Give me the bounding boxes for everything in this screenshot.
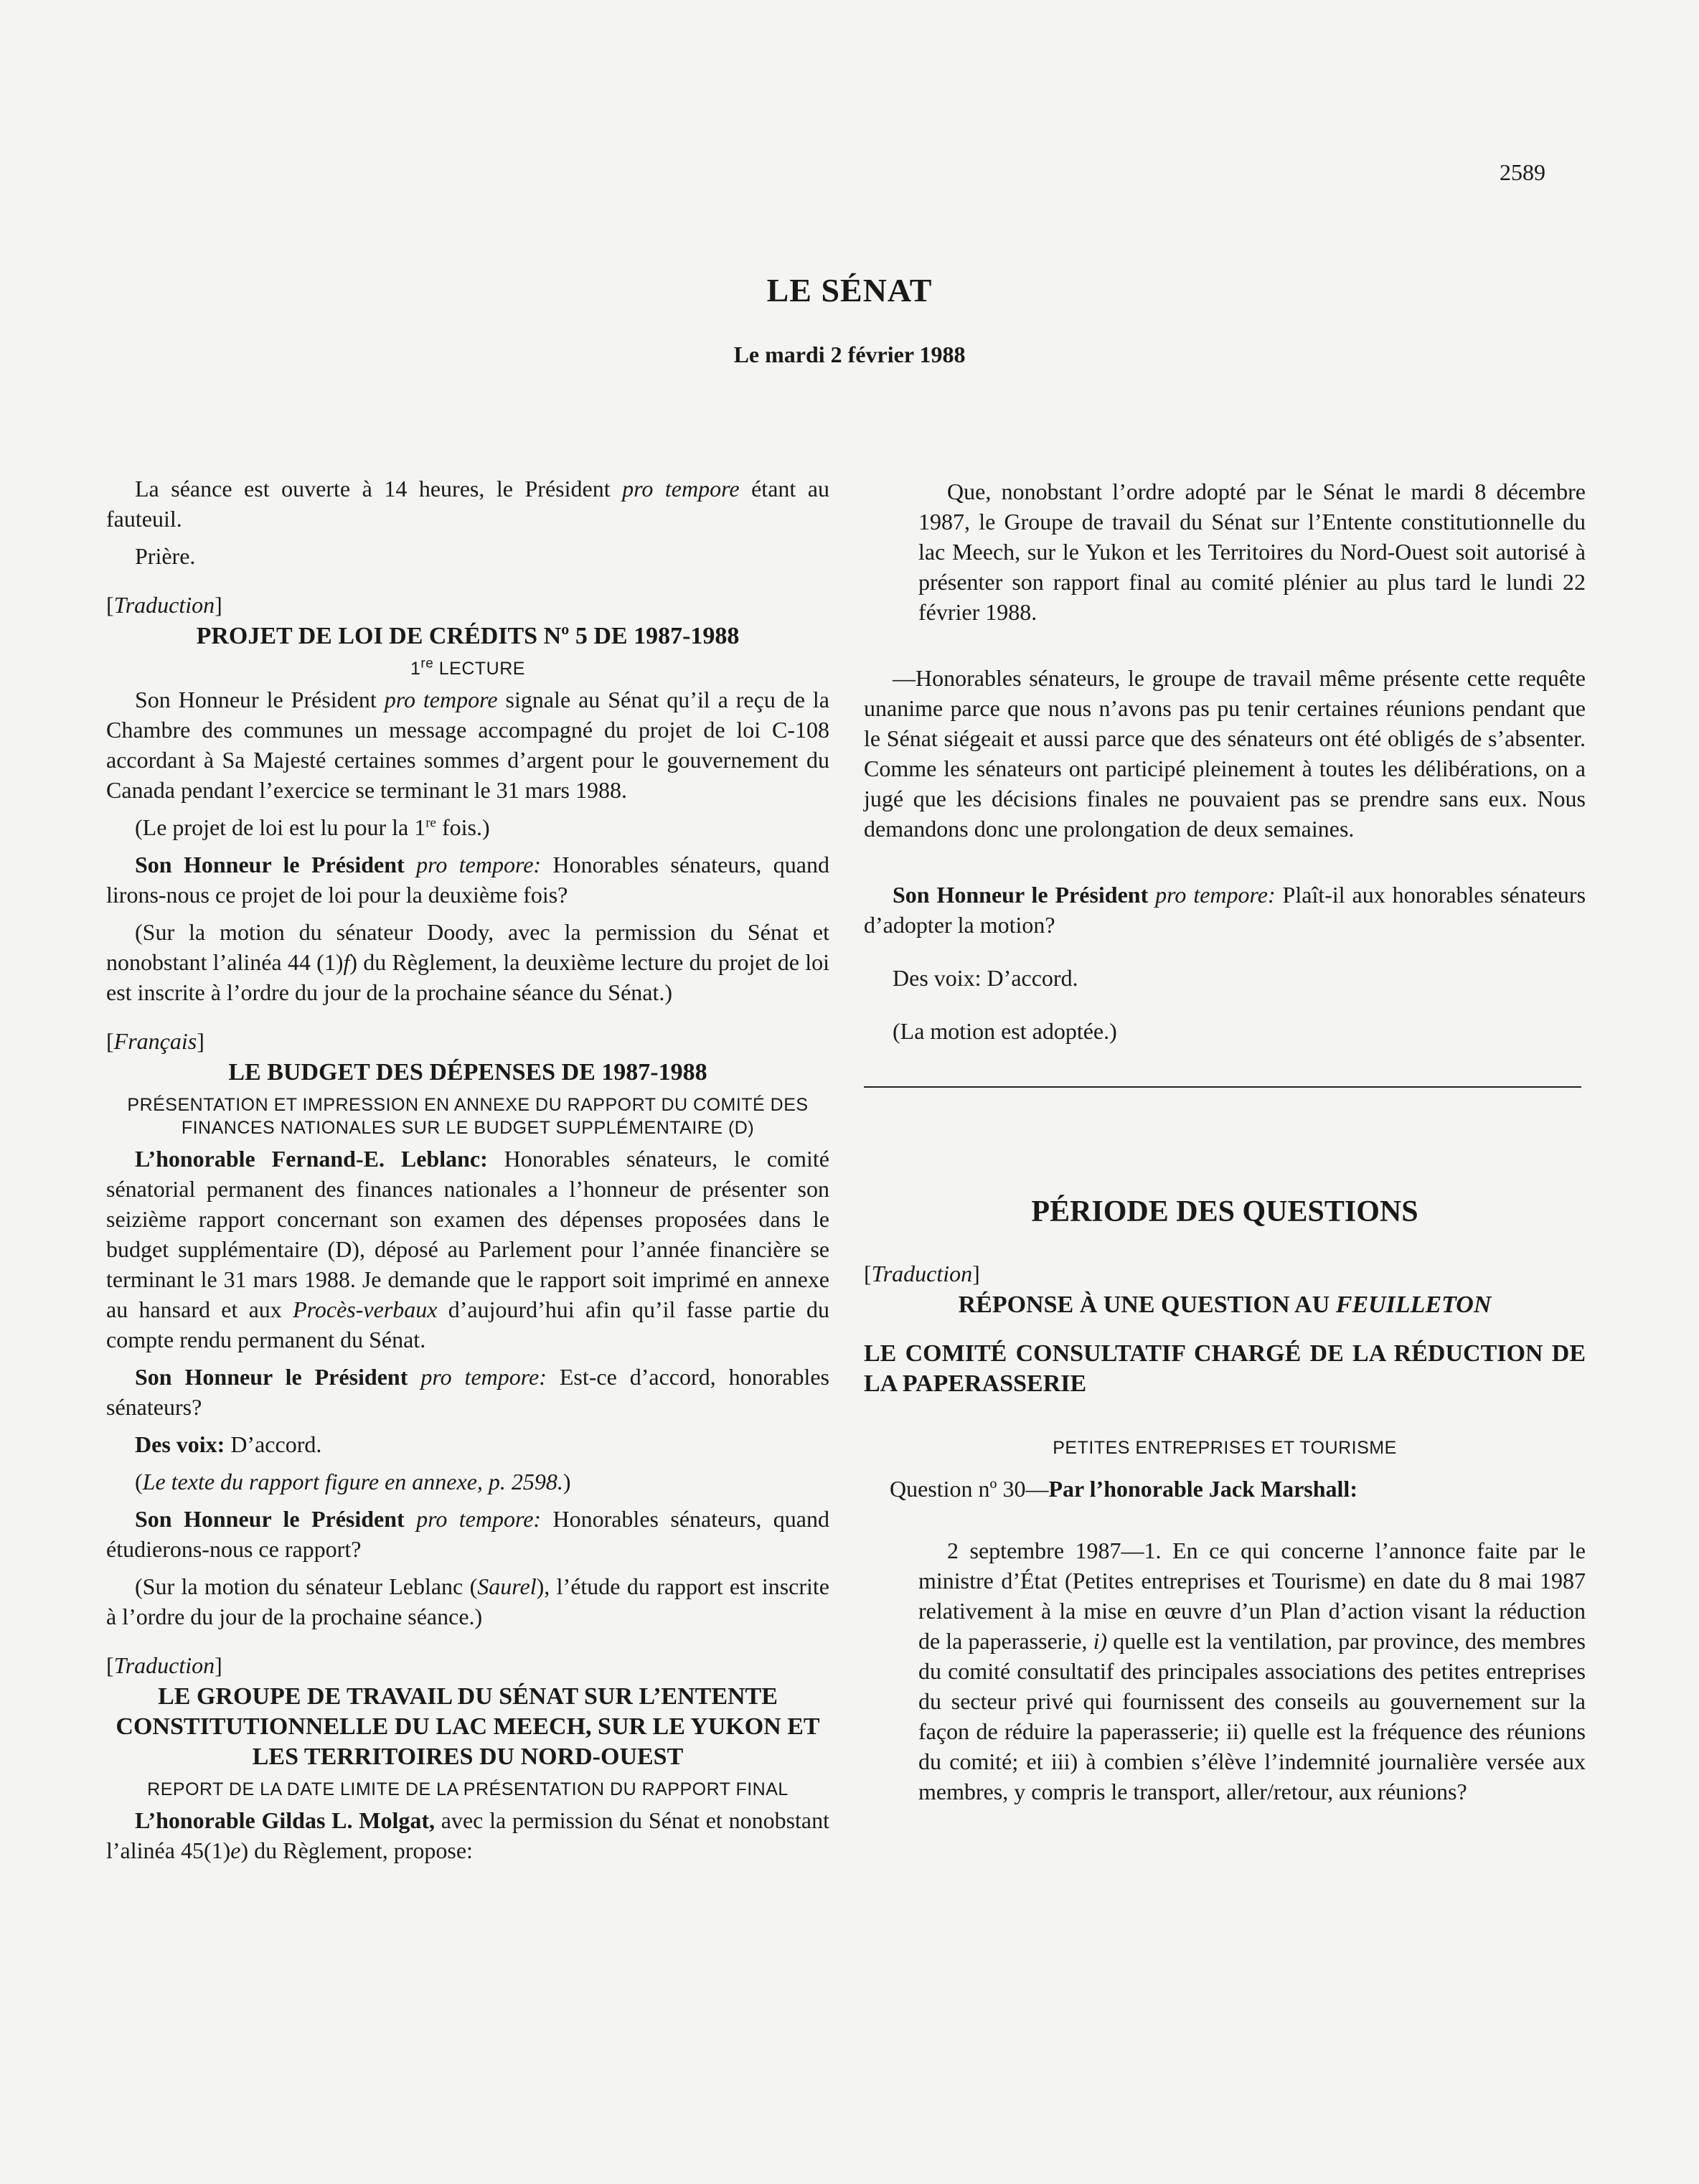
left-column bbox=[106, 474, 829, 1873]
text: 1 bbox=[410, 659, 421, 679]
divider bbox=[864, 1086, 1581, 1088]
text-italic: pro tempore bbox=[622, 476, 740, 502]
paragraph bbox=[106, 684, 829, 805]
language-tag: [Traduction] bbox=[106, 1652, 222, 1678]
section-heading bbox=[864, 1290, 1586, 1320]
text: Est-ce d’accord, honorables sénateurs? bbox=[106, 1364, 830, 1420]
tag-text: Traduction bbox=[113, 1652, 215, 1678]
text-italic: pro tempore: bbox=[1155, 882, 1276, 908]
paragraph bbox=[106, 1571, 829, 1632]
page-number: 2589 bbox=[1500, 159, 1545, 185]
language-tag: [Traduction] bbox=[864, 1261, 980, 1286]
paragraph bbox=[106, 1504, 829, 1564]
speaker: Par l’honorable Jack Marshall: bbox=[1048, 1476, 1357, 1502]
section-subheading: PETITES ENTREPRISES ET TOURISME bbox=[1053, 1438, 1397, 1458]
text-italic: e bbox=[230, 1837, 241, 1863]
section-subheading bbox=[106, 657, 829, 680]
section-heading: LE COMITÉ CONSULTATIF CHARGÉ DE LA RÉDUCTION DE LA PAPERASSERIE bbox=[864, 1340, 1586, 1397]
section-subheading: PRÉSENTATION ET IMPRESSION EN ANNEXE DU RAPPORT DU COMITÉ DES FINANCES NATIONALES SUR LE BUDGET SUPPLÉMENTAIRE (D) bbox=[127, 1095, 809, 1138]
text: ), l’étude du rapport est inscrite à l’ordre du jour de la prochaine séance.) bbox=[106, 1573, 830, 1629]
question-line bbox=[890, 1474, 1586, 1504]
language-tag: [Traduction] bbox=[106, 592, 222, 618]
paragraph bbox=[106, 849, 829, 910]
language-tag: [Français] bbox=[106, 1028, 204, 1054]
text: Son Honneur le Président bbox=[135, 687, 385, 712]
speaker: Son Honneur le Président bbox=[135, 1364, 408, 1390]
section-heading: PÉRIODE DES QUESTIONS bbox=[1031, 1195, 1418, 1228]
section-subheading: REPORT DE LA DATE LIMITE DE LA PRÉSENTATION DU RAPPORT FINAL bbox=[147, 1779, 789, 1799]
tag-text: Traduction bbox=[871, 1261, 973, 1286]
text: signale au Sénat qu’il a reçu de la Chambre des communes un message accompagné du projet de loi C-108 accordant à Sa Majesté certaines sommes d’argent pour le gouvernement du Canada pendant l’exercice se terminant le 31 mars 1988. bbox=[106, 687, 830, 803]
motion-text: Que, nonobstant l’ordre adopté par le Sénat le mardi 8 décembre 1987, le Groupe de travail du Sénat sur l’Entente constitutionnelle du lac Meech, sur le Yukon et les Territoires du Nord-Ouest soit autorisé à présenter son rapport final au comité plénier au plus tard le lundi 22 février 1988. bbox=[918, 479, 1586, 625]
speaker: Son Honneur le Président bbox=[135, 1506, 405, 1532]
page-title: LE SÉNAT bbox=[766, 272, 933, 309]
paragraph bbox=[106, 1362, 829, 1422]
superscript: re bbox=[425, 815, 436, 831]
text: RÉPONSE À UNE QUESTION AU bbox=[958, 1291, 1336, 1318]
priere: Prière. bbox=[135, 543, 196, 569]
text-italic: i) bbox=[1093, 1628, 1108, 1654]
tag-text: Français bbox=[113, 1028, 197, 1054]
answer-text bbox=[918, 1535, 1586, 1807]
opening-paragraph bbox=[106, 474, 829, 534]
text: fois.) bbox=[436, 814, 490, 840]
tag-text: Traduction bbox=[113, 592, 215, 618]
speaker: Son Honneur le Président bbox=[135, 852, 405, 877]
paragraph: (La motion est adoptée.) bbox=[893, 1018, 1117, 1044]
text: Honorables sénateurs, quand étudierons-nous ce rapport? bbox=[106, 1506, 830, 1562]
text-italic: pro tempore: bbox=[416, 852, 542, 877]
text: Plaît-il aux honorables sénateurs d’adopter la motion? bbox=[864, 882, 1586, 938]
text-italic: pro tempore: bbox=[416, 1506, 542, 1532]
text-italic: Le texte du rapport figure en annexe, p. 2598. bbox=[142, 1469, 563, 1495]
text: avec la permission du Sénat et nonobstant l’alinéa 45(1) bbox=[106, 1807, 830, 1863]
paragraph: —Honorables sénateurs, le groupe de travail même présente cette requête unanime parce que nous n’avons pas pu tenir certaines réunions pendant que le Sénat siégeait et aussi parce que des sénateurs ont été obligés de s’absenter. Comme les sénateurs ont participé pleinement à toutes les délibérations, on a jugé que les décisions finales ne pouvaient pas se prendre sans eux. Nous demandons donc une prolongation de deux semaines. bbox=[864, 665, 1586, 842]
paragraph bbox=[106, 1144, 829, 1355]
text: ) du Règlement, propose: bbox=[240, 1837, 473, 1863]
paragraph bbox=[106, 812, 829, 842]
text: LECTURE bbox=[433, 659, 525, 679]
text: (Sur la motion du sénateur Leblanc ( bbox=[135, 1573, 478, 1599]
speaker: Son Honneur le Président bbox=[893, 882, 1149, 908]
text: Honorables sénateurs, le comité sénatorial permanent des finances nationales a l’honneur de présenter son seizième rapport concernant son examen des dépenses proposées dans le budget supplémentaire (D), déposé au Parlement pour l’année financière se terminant le 31 mars 1988. Je demande que le rapport soit imprimé en annexe au hansard et aux bbox=[106, 1146, 830, 1322]
text: (Le projet de loi est lu pour la 1 bbox=[135, 814, 426, 840]
paragraph: Des voix: D’accord. bbox=[893, 965, 1078, 991]
right-column bbox=[864, 476, 1586, 1807]
paragraph bbox=[106, 917, 829, 1007]
text-italic: pro tempore: bbox=[420, 1364, 547, 1390]
section-heading: LE BUDGET DES DÉPENSES DE 1987-1988 bbox=[228, 1059, 707, 1086]
sitting-date: Le mardi 2 février 1988 bbox=[733, 342, 966, 367]
paragraph: (Le texte du rapport figure en annexe, p. 2598.) bbox=[135, 1469, 571, 1495]
text: étant au fauteuil. bbox=[106, 476, 830, 532]
paragraph bbox=[106, 1805, 829, 1865]
superscript: re bbox=[420, 656, 434, 672]
text-italic: Saurel bbox=[477, 1573, 537, 1599]
text: quelle est la ventilation, par province, des membres du comité consultatif des principales associations des petites entreprises du secteur privé qui fournissent des conseils au gouvernement sur la façon de réduire la paperasserie; ii) quelle est la fréquence des réunions du comité; et iii) à combien s’élève l’indemnité journalière versée aux membres, y compris le transport, aller/retour, aux réunions? bbox=[918, 1628, 1586, 1804]
text-italic: Procès-verbaux bbox=[293, 1296, 438, 1322]
speaker: L’honorable Fernand-E. Leblanc: bbox=[135, 1146, 488, 1172]
text: d’aujourd’hui afin qu’il fasse partie du compte rendu permanent du Sénat. bbox=[106, 1296, 830, 1352]
paragraph bbox=[864, 880, 1586, 940]
text: Honorables sénateurs, quand lirons-nous ce projet de loi pour la deuxième fois? bbox=[106, 852, 830, 908]
section-heading: PROJET DE LOI DE CRÉDITS Nº 5 DE 1987-1988 bbox=[196, 623, 740, 649]
speaker: Des voix: bbox=[135, 1431, 225, 1457]
section-heading: LE GROUPE DE TRAVAIL DU SÉNAT SUR L’ENTENTE CONSTITUTIONNELLE DU LAC MEECH, SUR LE YUKON ET LES TERRITOIRES DU NORD-OUEST bbox=[116, 1683, 820, 1770]
text: ) du Règlement, la deuxième lecture du projet de loi est inscrite à l’ordre du jour de la prochaine séance du Sénat.) bbox=[106, 949, 830, 1005]
text: Question nº 30— bbox=[890, 1476, 1049, 1502]
text: 2 septembre 1987—1. En ce qui concerne l’annonce faite par le ministre d’État (Petites entreprises et Tourisme) en date du 8 mai 1987 relativement à la mise en œuvre d’un Plan d’action visant la réduction de la paperasserie, bbox=[918, 1538, 1586, 1654]
speaker: L’honorable Gildas L. Molgat, bbox=[135, 1807, 436, 1833]
text-italic: FEUILLETON bbox=[1335, 1291, 1492, 1318]
text-italic: pro tempore bbox=[384, 687, 498, 712]
text: La séance est ouverte à 14 heures, le Président bbox=[135, 476, 623, 502]
paragraph bbox=[106, 1429, 829, 1459]
text-italic: f bbox=[343, 949, 350, 975]
text: (Sur la motion du sénateur Doody, avec la permission du Sénat et nonobstant l’alinéa 44 (1) bbox=[106, 919, 829, 975]
text: D’accord. bbox=[225, 1431, 322, 1457]
